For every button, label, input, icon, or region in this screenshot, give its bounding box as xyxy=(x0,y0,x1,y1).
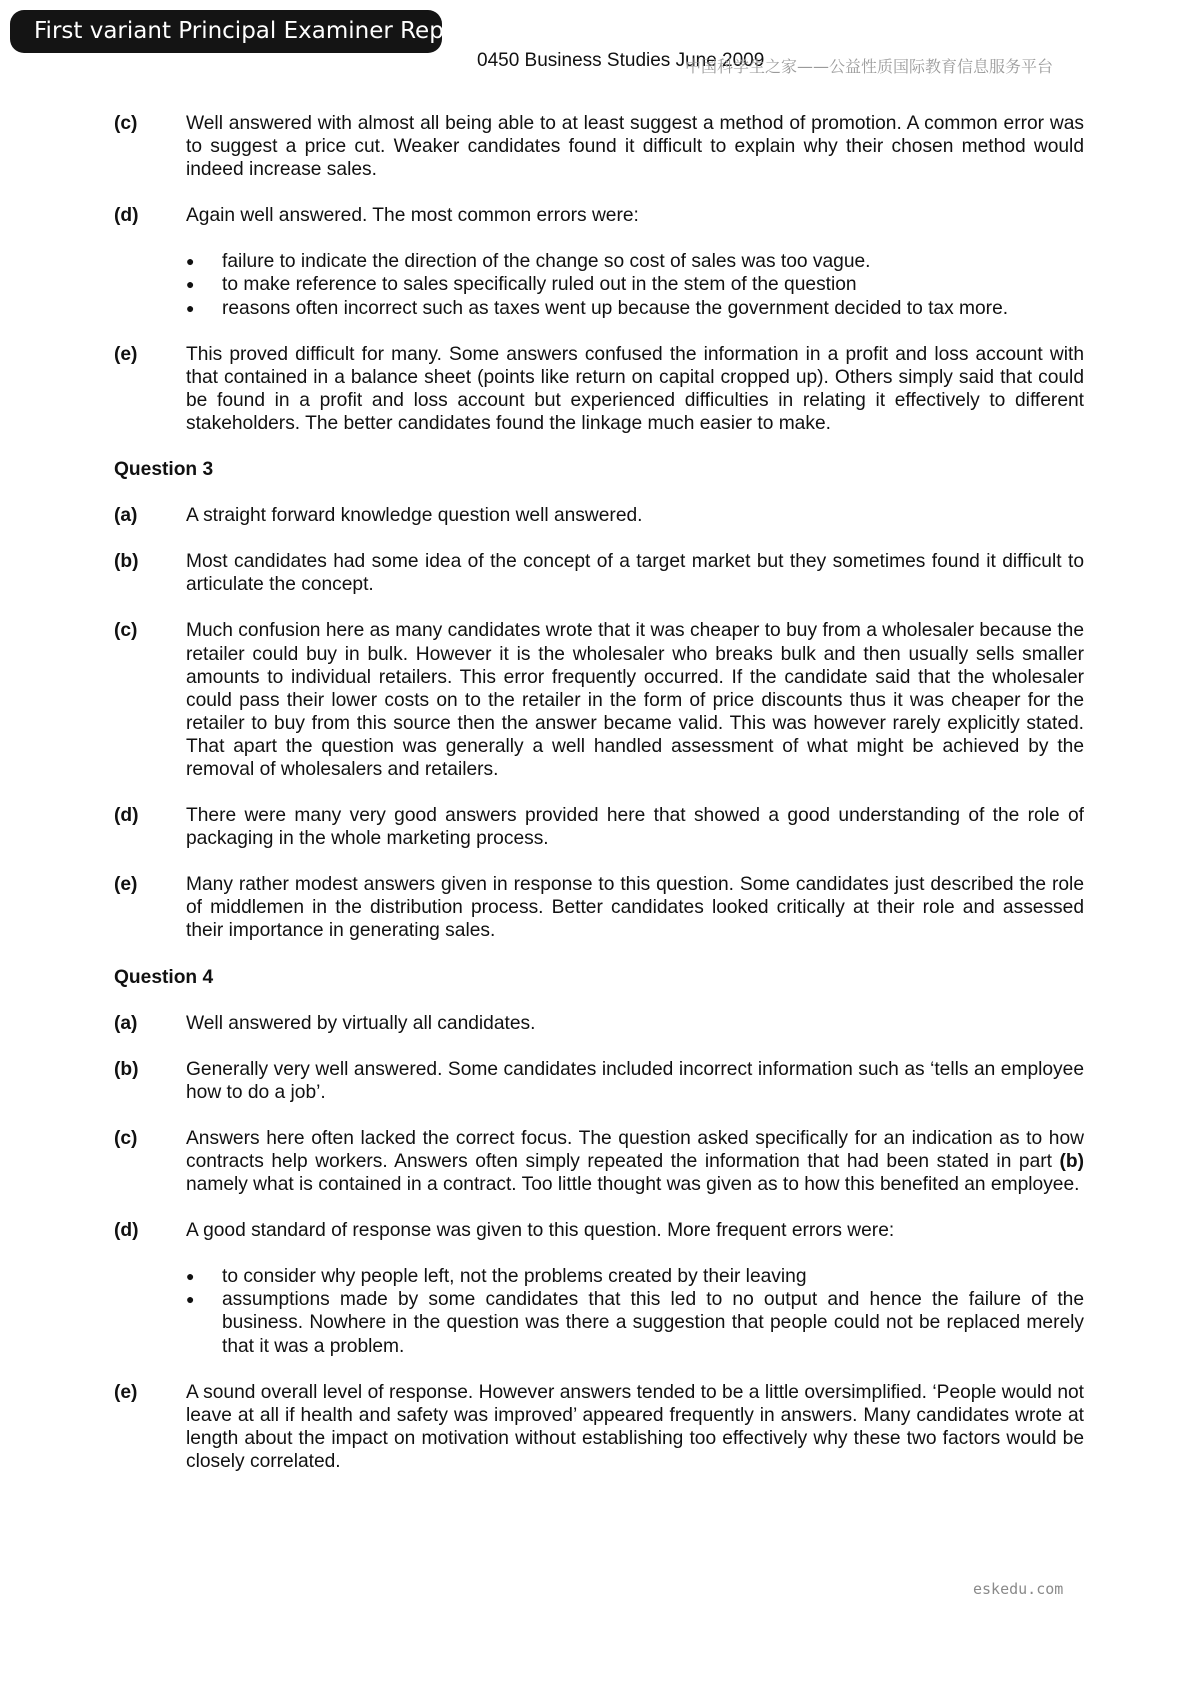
error-list xyxy=(186,1265,1084,1357)
list-item-text: reasons often incorrect such as taxes went up because the government decided to tax more. xyxy=(222,297,1009,319)
bullet-icon: ● xyxy=(186,299,195,316)
bullet-icon: ● xyxy=(186,253,195,270)
part-text: This proved difficult for many. Some answers confused the information in a profit and loss account with that contained in a balance sheet (points like return on capital cropped up). Others simply said that could be found in a profit and loss account but experienced difficulties in relating it effectively to different stakeholders. The better candidates found the linkage much easier to make. xyxy=(186,343,1084,434)
q2-part-e xyxy=(114,343,1084,435)
part-text: Many rather modest answers given in response to this question. Some candidates just described the role of middlemen in the distribution process. Better candidates looked critically at their role and assessed their importance in generating sales. xyxy=(186,874,1084,942)
bullet-icon: ● xyxy=(186,1268,195,1285)
part-label: (a) xyxy=(114,1012,138,1034)
q3-part-e xyxy=(114,873,1084,942)
question-3-heading: Question 3 xyxy=(114,459,214,481)
list-item-text: failure to indicate the direction of the change so cost of sales was too vague. xyxy=(222,251,871,273)
part-label: (b) xyxy=(114,551,139,573)
part-body xyxy=(186,204,1084,319)
part-label: (a) xyxy=(114,505,138,527)
part-label: (e) xyxy=(114,874,138,896)
part-text: Well answered by virtually all candidates. xyxy=(186,1012,536,1034)
part-label: (e) xyxy=(114,343,138,365)
watermark-text-top: 中国科学生之家——公益性质国际教育信息服务平台 xyxy=(685,57,1054,76)
part-text: Again well answered. The most common errors were: xyxy=(186,205,639,227)
q3-part-b xyxy=(114,550,1084,596)
q4-part-e xyxy=(114,1381,1084,1473)
part-label: (c) xyxy=(114,620,138,642)
bullet-icon: ● xyxy=(186,276,195,293)
q4-part-c xyxy=(114,1127,1084,1196)
q3-part-a xyxy=(114,504,1084,527)
q3-part-d xyxy=(114,804,1084,850)
part-label: (c) xyxy=(114,113,138,134)
q3-part-c xyxy=(114,619,1084,781)
report-body xyxy=(114,112,1084,1496)
part-text: There were many very good answers provided here that showed a good understanding of the role of packaging in the whole marketing process. xyxy=(186,805,1084,850)
list-item-text: to consider why people left, not the problems created by their leaving xyxy=(222,1266,807,1288)
list-item xyxy=(186,250,1084,273)
error-list xyxy=(186,250,1084,319)
list-item xyxy=(186,1288,1084,1357)
q2-part-d xyxy=(114,204,1084,319)
part-text: Most candidates had some idea of the concept of a target market but they sometimes found it difficult to articulate the concept. xyxy=(186,551,1084,596)
list-item xyxy=(186,297,1084,320)
report-title-banner: First variant Principal Examiner Report xyxy=(10,10,442,53)
part-text-end: namely what is contained in a contract. Too little thought was given as to how this benefited an employee. xyxy=(186,1174,1080,1196)
part-text: Generally very well answered. Some candidates included incorrect information such as ‘tells an employee how to do a job’. xyxy=(186,1058,1084,1103)
part-label: (c) xyxy=(114,1127,138,1149)
list-item xyxy=(186,273,1084,296)
part-label: (d) xyxy=(114,205,139,227)
part-label: (d) xyxy=(114,805,139,827)
part-text: Well answered with almost all being able to at least suggest a method of promotion. A common error was to suggest a price cut. Weaker candidates found it difficult to explain why their chosen method would indeed increase sales. xyxy=(186,113,1084,181)
list-item-text: assumptions made by some candidates that this led to no output and hence the failure of the business. Nowhere in the question was there a suggestion that people could not be replaced merely that it was a problem. xyxy=(222,1289,1084,1357)
part-text: A sound overall level of response. However answers tended to be a little oversimplified. ‘People would not leave at all if health and safety was improved’ appeared frequently in answers. Many candidates wrote at length about the impact on motivation without establishing too effectively why these two factors would be closely correlated. xyxy=(186,1381,1084,1472)
part-label: (b) xyxy=(114,1058,139,1080)
q4-part-a xyxy=(114,1012,1084,1035)
part-text xyxy=(186,1127,1084,1196)
q4-part-d xyxy=(114,1219,1084,1357)
watermark-text-bottom: eskedu.com xyxy=(973,1580,1064,1598)
part-text: A straight forward knowledge question well answered. xyxy=(186,505,643,527)
part-text: Much confusion here as many candidates wrote that it was cheaper to buy from a wholesaler because the retailer could buy in bulk. However it is the wholesaler who breaks bulk and then usually sells smaller amounts to individual retailers. This error frequently occurred. If the candidate said that the wholesaler could pass their lower costs on to the retailer in the form of price discounts thus it was cheaper for the retailer to buy from this source then the answer became valid. This was however rarely explicitly stated. That apart the question was generally a well handled assessment of what might be achieved by the removal of wholesalers and retailers. xyxy=(186,620,1084,780)
q4-part-b xyxy=(114,1058,1084,1104)
list-item-text: to make reference to sales specifically ruled out in the stem of the question xyxy=(222,274,857,296)
question-4-heading: Question 4 xyxy=(114,966,214,988)
part-body xyxy=(186,1219,1084,1357)
part-text: A good standard of response was given to this question. More frequent errors were: xyxy=(186,1220,895,1242)
part-text-start: Answers here often lacked the correct focus. The question asked specifically for an indication as to how contracts help workers. Answers often simply repeated the information that had been stated in part xyxy=(186,1127,1084,1172)
part-reference: (b) xyxy=(1059,1151,1084,1172)
part-label: (d) xyxy=(114,1220,139,1242)
list-item xyxy=(186,1265,1084,1288)
part-label: (e) xyxy=(114,1381,138,1403)
syllabus-subtitle: 0450 Business Studies June 2009 xyxy=(477,50,765,71)
q2-part-c xyxy=(114,112,1084,181)
bullet-icon: ● xyxy=(186,1291,195,1308)
